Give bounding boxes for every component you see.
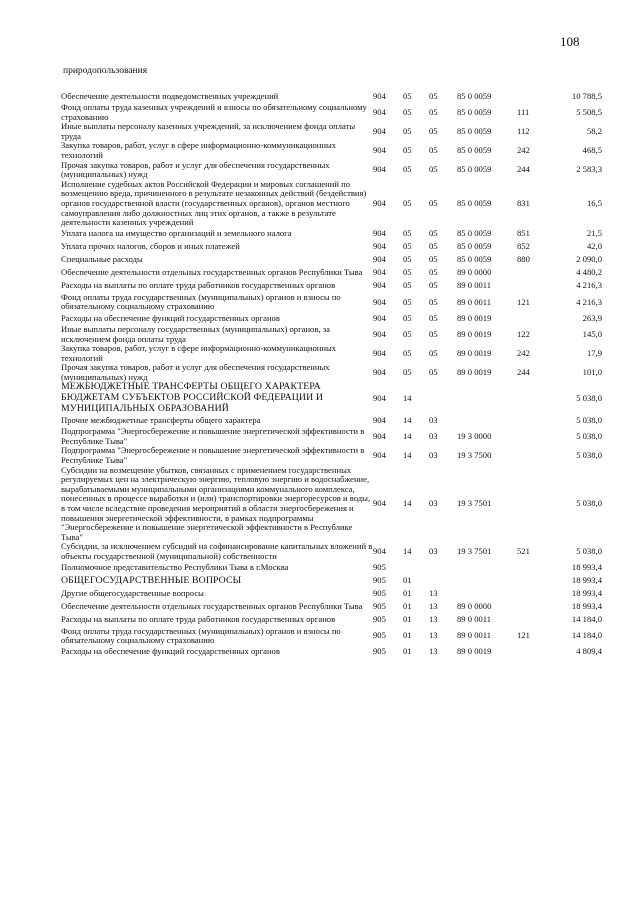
row-expense-type — [517, 427, 547, 446]
row-amount: 42,0 — [586, 241, 602, 252]
row-section-code: 14 — [403, 392, 412, 403]
row-subsection-code — [429, 562, 457, 575]
row-amount: 101,0 — [582, 367, 602, 378]
row-name: Подпрограмма "Энергосбережение и повышение энергетической эффективности в Республике Тыва" — [61, 426, 365, 446]
row-amount: 18 993,4 — [571, 588, 602, 599]
row-target-article: 89 0 0000 — [457, 601, 492, 612]
row-subsection-code: 05 — [429, 312, 438, 323]
table-row — [61, 325, 602, 344]
row-department-code: 904 — [373, 296, 386, 307]
row-target-article: 89 0 0019 — [457, 328, 492, 339]
row-expense-type: 111 — [517, 106, 530, 117]
row-amount: 5 508,5 — [576, 106, 602, 117]
row-section-code: 05 — [403, 328, 412, 339]
table-row — [61, 542, 602, 561]
row-section-code: 05 — [403, 145, 412, 156]
row-name: Уплата налога на имущество организаций и земельного налога — [61, 228, 292, 239]
row-name: Закупка товаров, работ, услуг в сфере информационно-коммуникационных технологий — [61, 140, 337, 160]
row-department-code: 904 — [373, 498, 386, 509]
row-subsection-code: 05 — [429, 328, 438, 339]
row-amount: 2 090,0 — [576, 254, 602, 265]
table-row — [61, 466, 602, 543]
table-row — [61, 344, 602, 363]
row-section-code: 05 — [403, 164, 412, 175]
row-department-code: 904 — [373, 546, 386, 557]
row-expense-type — [517, 280, 547, 293]
row-department-code: 904 — [373, 280, 386, 291]
table-row — [61, 588, 602, 601]
row-target-article: 89 0 0019 — [457, 347, 492, 358]
row-subsection-code: 05 — [429, 164, 438, 175]
table-row — [61, 228, 602, 241]
row-amount: 468,5 — [582, 145, 602, 156]
row-amount: 10 788,5 — [571, 90, 602, 101]
row-amount: 18 993,4 — [571, 575, 602, 586]
row-department-code: 904 — [373, 267, 386, 278]
row-section-code: 05 — [403, 367, 412, 378]
row-department-code: 904 — [373, 90, 386, 101]
table-row — [61, 161, 602, 180]
row-department-code: 904 — [373, 145, 386, 156]
table-row — [61, 614, 602, 627]
table-row — [61, 627, 602, 646]
row-department-code: 905 — [373, 614, 386, 625]
table-row — [61, 122, 602, 141]
row-subsection-code: 05 — [429, 367, 438, 378]
row-department-code: 904 — [373, 450, 386, 461]
row-target-article: 89 0 0019 — [457, 312, 492, 323]
row-expense-type — [517, 601, 547, 614]
row-subsection-code: 05 — [429, 106, 438, 117]
table-row — [61, 601, 602, 614]
row-subsection-code: 13 — [429, 601, 438, 612]
row-expense-type: 880 — [517, 254, 530, 265]
row-name: Расходы на обеспечение функций государственных органов — [61, 312, 280, 323]
row-subsection-code: 13 — [429, 646, 438, 657]
row-expense-type: 122 — [517, 328, 530, 339]
row-name: Специальные расходы — [61, 254, 143, 265]
table-row — [61, 562, 602, 575]
row-expense-type: 242 — [517, 347, 530, 358]
row-expense-type: 521 — [517, 546, 530, 557]
row-subsection-code: 03 — [429, 431, 438, 442]
row-target-article: 85 0 0059 — [457, 241, 492, 252]
row-department-code: 904 — [373, 347, 386, 358]
row-department-code: 904 — [373, 414, 386, 425]
row-expense-type — [517, 575, 547, 588]
row-section-code: 05 — [403, 90, 412, 101]
row-expense-type — [517, 267, 547, 280]
row-section-code: 05 — [403, 125, 412, 136]
row-amount: 5 038,0 — [576, 414, 602, 425]
row-name: Полномочное представительство Республики Тыва в г.Москва — [61, 562, 289, 573]
row-target-article: 19 3 0000 — [457, 431, 492, 442]
row-target-article: 85 0 0059 — [457, 145, 492, 156]
table-row — [61, 141, 602, 160]
row-amount: 4 809,4 — [576, 646, 602, 657]
row-expense-type — [517, 466, 547, 543]
row-amount: 14 184,0 — [571, 614, 602, 625]
row-amount: 145,0 — [582, 328, 602, 339]
row-name: Иные выплаты персоналу казенных учреждений, за исключением фонда оплаты труда — [61, 121, 356, 141]
row-name: Прочая закупка товаров, работ и услуг для обеспечения государственных (муниципальных) нужд — [61, 362, 330, 382]
row-target-article: 89 0 0011 — [457, 630, 492, 641]
row-name: Фонд оплаты труда государственных (муниципальных) органов и взносы по обязательному социальному страхованию — [61, 291, 341, 312]
row-department-code: 904 — [373, 125, 386, 136]
row-target-article: 19 3 7501 — [457, 546, 492, 557]
row-name: Исполнение судебных актов Российской Федерации и мировых соглашений по возмещению вреда, причиненного в результате незаконных действий (бездействия) органов государственной власти (государственных органов), органов местного самоуправления либо должностных лиц этих органов, а также в результате деятельности казенных учреждений — [61, 178, 367, 228]
row-subsection-code: 03 — [429, 546, 438, 557]
row-name: Иные выплаты персоналу государственных (муниципальных) органов, за исключением фонда оплаты труда — [61, 323, 330, 344]
row-expense-type — [517, 446, 547, 465]
row-amount: 14 184,0 — [571, 630, 602, 641]
budget-table-body — [61, 90, 602, 659]
row-subsection-code: 13 — [429, 588, 438, 599]
row-section-code: 01 — [403, 630, 412, 641]
row-subsection-code: 05 — [429, 145, 438, 156]
row-target-article: 89 0 0019 — [457, 367, 492, 378]
table-row — [61, 363, 602, 382]
row-section-code: 14 — [403, 498, 412, 509]
row-target-article: 85 0 0059 — [457, 164, 492, 175]
row-expense-type — [517, 312, 547, 325]
row-section-code: 05 — [403, 347, 412, 358]
row-target-article: 89 0 0000 — [457, 267, 492, 278]
row-subsection-code: 03 — [429, 414, 438, 425]
row-target-article — [457, 562, 517, 575]
row-expense-type — [517, 382, 547, 414]
row-amount: 5 038,0 — [576, 431, 602, 442]
table-row — [61, 575, 602, 588]
row-amount: 18 993,4 — [571, 562, 602, 573]
row-department-code: 904 — [373, 431, 386, 442]
row-amount: 263,9 — [582, 312, 602, 323]
table-row — [61, 312, 602, 325]
row-name: Субсидии на возмещение убытков, связанных с применением государственных регулируемых цен на электрическую энергию, тепловую энергию и водоснабжение, вырабатываемыми муниципальными организациями коммунального комплекса, понесенных в процессе выработки и (или) транспортировки энергоресурсов и воды, в том числе вследствие проведения мероприятий в области энергосбережения и повышения энергетической эффективности, в рамках подпрограммы "Энергосбережение и повышение энергетической эффективности в Республике Тыва" — [61, 464, 371, 542]
row-name: Обеспечение деятельности подведомственных учреждений — [61, 90, 279, 101]
row-target-article: 89 0 0011 — [457, 296, 492, 307]
row-target-article: 85 0 0059 — [457, 254, 492, 265]
table-row — [61, 280, 602, 293]
row-expense-type — [517, 414, 547, 427]
carry-over-text: природопользования — [63, 66, 148, 76]
row-section-code: 01 — [403, 588, 412, 599]
row-target-article — [457, 414, 517, 427]
row-department-code: 904 — [373, 312, 386, 323]
row-amount: 4 480,2 — [576, 267, 602, 278]
row-target-article: 85 0 0059 — [457, 106, 492, 117]
row-department-code: 905 — [373, 562, 386, 573]
row-subsection-code: 05 — [429, 197, 438, 208]
row-target-article: 89 0 0011 — [457, 280, 492, 291]
row-target-article: 85 0 0059 — [457, 90, 492, 101]
row-section-code: 14 — [403, 546, 412, 557]
row-section-code: 05 — [403, 228, 412, 239]
row-name: Фонд оплаты труда государственных (муниципальных) органов и взносы по обязательному социальному страхованию — [61, 625, 341, 646]
row-amount: 5 038,0 — [576, 546, 602, 557]
row-expense-type: 121 — [517, 630, 530, 641]
row-department-code: 904 — [373, 106, 386, 117]
row-department-code: 904 — [373, 328, 386, 339]
row-amount: 18 993,4 — [571, 601, 602, 612]
row-target-article: 85 0 0059 — [457, 125, 492, 136]
row-name: Расходы на выплаты по оплате труда работников государственных органов — [61, 280, 336, 291]
row-subsection-code: 05 — [429, 280, 438, 291]
row-name: Обеспечение деятельности отдельных государственных органов Республики Тыва — [61, 267, 363, 278]
row-section-code: 14 — [403, 431, 412, 442]
row-expense-type — [517, 646, 547, 659]
row-section-code: 14 — [403, 414, 412, 425]
row-expense-type: 851 — [517, 228, 530, 239]
row-subsection-code: 05 — [429, 241, 438, 252]
row-target-article: 89 0 0011 — [457, 614, 492, 625]
row-department-code: 905 — [373, 588, 386, 599]
row-department-code: 905 — [373, 646, 386, 657]
table-row — [61, 382, 602, 414]
row-subsection-code — [429, 575, 457, 588]
row-expense-type — [517, 90, 547, 103]
row-section-code — [403, 562, 429, 575]
row-target-article: 85 0 0059 — [457, 228, 492, 239]
row-subsection-code: 05 — [429, 296, 438, 307]
row-section-code: 01 — [403, 575, 412, 586]
row-name: Подпрограмма "Энергосбережение и повышение энергетической эффективности в Республике Тыва" — [61, 445, 365, 466]
row-amount: 5 038,0 — [576, 450, 602, 461]
table-row — [61, 293, 602, 312]
row-name: Другие общегосударственные вопросы — [61, 588, 204, 599]
table-row — [61, 180, 602, 228]
row-section-code: 14 — [403, 450, 412, 461]
row-target-article: 89 0 0019 — [457, 646, 492, 657]
row-amount: 2 583,3 — [576, 164, 602, 175]
table-row — [61, 254, 602, 267]
row-expense-type — [517, 588, 547, 601]
row-expense-type — [517, 614, 547, 627]
row-name: Расходы на выплаты по оплате труда работников государственных органов — [61, 614, 336, 625]
row-name: Обеспечение деятельности отдельных государственных органов Республики Тыва — [61, 601, 363, 612]
row-amount: 5 038,0 — [576, 392, 602, 403]
row-subsection-code — [429, 382, 457, 414]
table-row — [61, 646, 602, 659]
row-section-code: 05 — [403, 280, 412, 291]
row-section-code: 01 — [403, 601, 412, 612]
row-subsection-code: 05 — [429, 125, 438, 136]
row-subsection-code: 05 — [429, 267, 438, 278]
row-name: Субсидии, за исключением субсидий на софинансирование капитальных вложений в объекты государственной (муниципальной) собственности — [61, 541, 373, 561]
row-subsection-code: 13 — [429, 630, 438, 641]
table-row — [61, 446, 602, 465]
row-amount: 5 038,0 — [576, 498, 602, 509]
row-target-article — [457, 588, 517, 601]
row-amount: 4 216,3 — [576, 296, 602, 307]
row-subsection-code: 05 — [429, 254, 438, 265]
row-subsection-code: 05 — [429, 90, 438, 101]
row-department-code: 904 — [373, 241, 386, 252]
row-target-article — [457, 575, 517, 588]
row-expense-type: 831 — [517, 197, 530, 208]
row-section-code: 01 — [403, 614, 412, 625]
row-section-code: 05 — [403, 312, 412, 323]
row-amount: 21,5 — [586, 228, 602, 239]
row-department-code: 904 — [373, 254, 386, 265]
row-target-article: 19 3 7501 — [457, 498, 492, 509]
table-row — [61, 241, 602, 254]
row-department-code: 905 — [373, 575, 386, 586]
row-amount: 58,2 — [586, 125, 602, 136]
row-expense-type: 244 — [517, 164, 530, 175]
row-amount: 16,5 — [586, 197, 602, 208]
row-subsection-code: 13 — [429, 614, 438, 625]
row-department-code: 904 — [373, 228, 386, 239]
row-subsection-code: 03 — [429, 498, 438, 509]
budget-table — [61, 90, 602, 659]
row-name: МЕЖБЮДЖЕТНЫЕ ТРАНСФЕРТЫ ОБЩЕГО ХАРАКТЕРА БЮДЖЕТАМ СУБЪЕКТОВ РОССИЙСКОЙ ФЕДЕРАЦИИ И МУНИЦИПАЛЬНЫХ ОБРАЗОВАНИЙ — [61, 381, 323, 414]
row-target-article: 19 3 7500 — [457, 450, 492, 461]
row-name: Закупка товаров, работ, услуг в сфере информационно-коммуникационных технологий — [61, 343, 337, 363]
row-department-code: 905 — [373, 601, 386, 612]
table-row — [61, 103, 602, 122]
row-department-code: 904 — [373, 392, 386, 403]
row-section-code: 05 — [403, 106, 412, 117]
row-expense-type: 852 — [517, 241, 530, 252]
row-amount: 17,9 — [586, 347, 602, 358]
row-name: ОБЩЕГОСУДАРСТВЕННЫЕ ВОПРОСЫ — [61, 574, 242, 586]
row-department-code: 904 — [373, 367, 386, 378]
row-subsection-code: 03 — [429, 450, 438, 461]
row-section-code: 05 — [403, 197, 412, 208]
row-expense-type: 242 — [517, 145, 530, 156]
row-target-article: 85 0 0059 — [457, 197, 492, 208]
row-name: Фонд оплаты труда казенных учреждений и взносы по обязательному социальному страхованию — [61, 102, 367, 122]
row-department-code: 904 — [373, 197, 386, 208]
row-amount: 4 216,3 — [576, 280, 602, 291]
row-expense-type: 121 — [517, 296, 530, 307]
row-name: Прочие межбюджетные трансферты общего характера — [61, 414, 261, 425]
row-target-article — [457, 382, 517, 414]
row-section-code: 01 — [403, 646, 412, 657]
row-subsection-code: 05 — [429, 347, 438, 358]
row-section-code: 05 — [403, 267, 412, 278]
page-number: 108 — [560, 34, 580, 49]
row-expense-type: 244 — [517, 367, 530, 378]
row-section-code: 05 — [403, 254, 412, 265]
row-expense-type — [517, 562, 547, 575]
row-subsection-code: 05 — [429, 228, 438, 239]
row-name: Уплата прочих налогов, сборов и иных платежей — [61, 241, 240, 252]
row-section-code: 05 — [403, 296, 412, 307]
row-name: Расходы на обеспечение функций государственных органов — [61, 646, 280, 657]
table-row — [61, 427, 602, 446]
row-name: Прочая закупка товаров, работ и услуг для обеспечения государственных (муниципальных) нужд — [61, 159, 330, 180]
row-expense-type: 112 — [517, 125, 530, 136]
row-section-code: 05 — [403, 241, 412, 252]
row-department-code: 904 — [373, 164, 386, 175]
table-row — [61, 267, 602, 280]
row-department-code: 905 — [373, 630, 386, 641]
